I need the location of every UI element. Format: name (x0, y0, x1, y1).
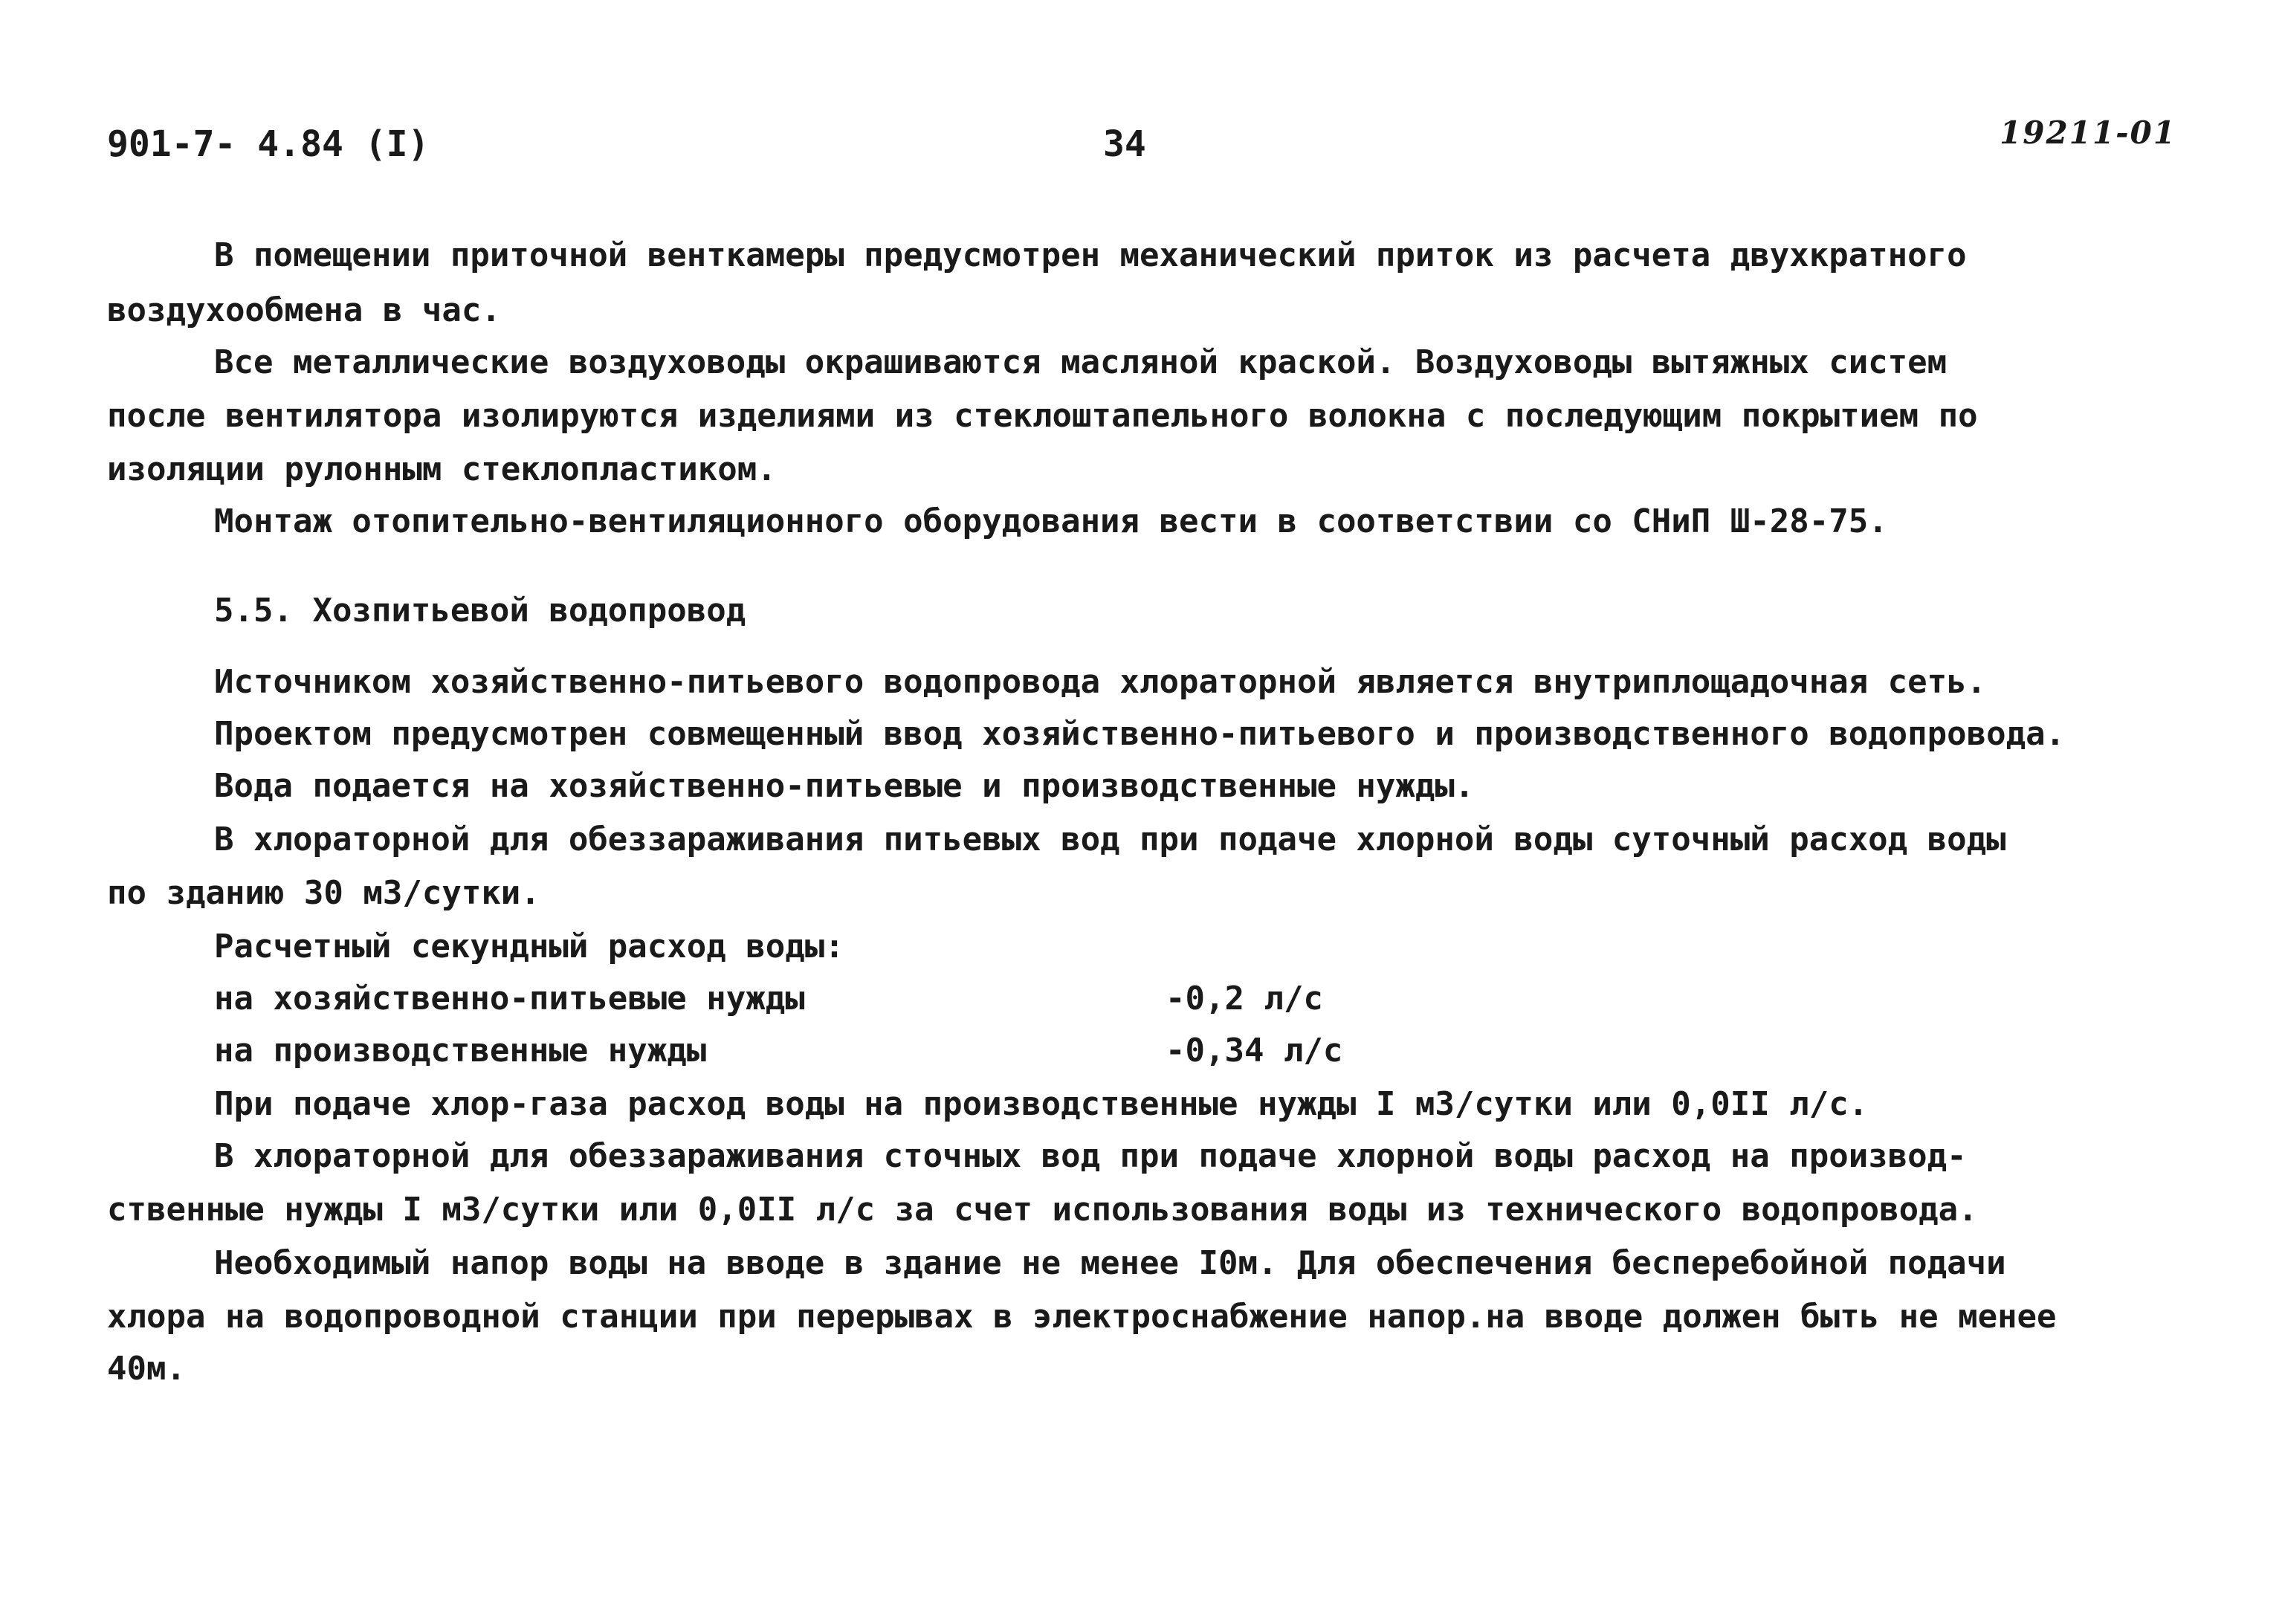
handwritten-inventory-number: 19211-01 (2000, 114, 2176, 151)
paragraph-line: Монтаж отопительно-вентиляционного оборудования вести в соответствии со СНиП Ш-28-75. (214, 502, 1888, 540)
calc-row-label: на хозяйственно-питьевые нужды (214, 980, 805, 1018)
document-code: 901-7- 4.84 (I) (107, 123, 430, 165)
paragraph-line: Необходимый напор воды на вводе в здание не менее I0м. Для обеспечения бесперебойной подачи (214, 1244, 2006, 1282)
paragraph-line: по зданию 30 м3/сутки. (107, 874, 540, 912)
paragraph-line: ственные нужды I м3/сутки или 0,0II л/с за счет использования воды из технического водопровода. (107, 1191, 1978, 1229)
paragraph-line: воздухообмена в час. (107, 291, 501, 329)
paragraph-line: хлора на водопроводной станции при перерывах в электроснабжение напор.на вводе должен быть не менее (107, 1298, 2057, 1336)
calc-heading: Расчетный секундный расход воды: (214, 928, 844, 965)
paragraph-line: изоляции рулонным стеклопластиком. (107, 450, 777, 488)
paragraph-line: При подаче хлор-газа расход воды на производственные нужды I м3/сутки или 0,0II л/с. (214, 1085, 1869, 1123)
paragraph-line: Вода подается на хозяйственно-питьевые и производственные нужды. (214, 767, 1475, 805)
calc-row-label: на производственные нужды (214, 1032, 707, 1070)
paragraph-line: Проектом предусмотрен совмещенный ввод хозяйственно-питьевого и производственного водопровода. (214, 715, 2066, 753)
paragraph-line: Источником хозяйственно-питьевого водопровода хлораторной является внутриплощадочная сеть. (214, 663, 1987, 701)
paragraph-line: 40м. (107, 1350, 186, 1388)
paragraph-line: В хлораторной для обеззараживания сточных вод при подаче хлорной воды расход на производ- (214, 1137, 1967, 1175)
calc-row-value: -0,34 л/с (1166, 1032, 1343, 1070)
paragraph-line: после вентилятора изолируются изделиями из стеклоштапельного волокна с последующим покрытием по (107, 397, 1978, 435)
paragraph-line: Все металлические воздуховоды окрашиваются масляной краской. Воздуховоды вытяжных систем (214, 343, 1948, 381)
section-heading: 5.5. Хозпитьевой водопровод (214, 592, 746, 630)
paragraph-line: В помещении приточной венткамеры предусмотрен механический приток из расчета двухкратного (214, 236, 1967, 274)
calc-row-value: -0,2 л/с (1166, 980, 1323, 1018)
paragraph-line: В хлораторной для обеззараживания питьевых вод при подаче хлорной воды суточный расход воды (214, 821, 2006, 858)
page-number: 34 (1103, 123, 1146, 165)
